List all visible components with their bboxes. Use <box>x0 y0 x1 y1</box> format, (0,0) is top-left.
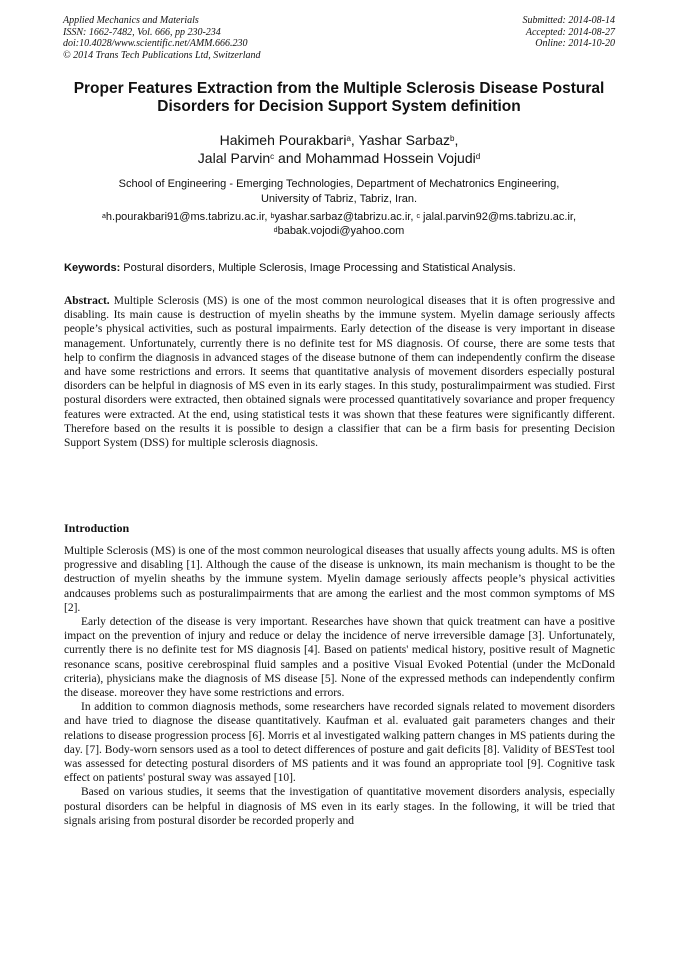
paragraph: Based on various studies, it seems that the investigation of quantitative movement disorders analysis, especially postural disorders can be helpful in diagnosis of MS even in its early stages. In the following, it will be tried that signals arising from postural disorder be recorded properly and <box>64 786 615 827</box>
email-link[interactable]: h.pourakbari91@ms.tabrizu.ac.ir, <box>105 211 271 223</box>
journal-issn: ISSN: 1662-7482, Vol. 666, pp 230-234 <box>63 26 221 38</box>
email-link[interactable]: jalal.parvin92@ms.tabrizu.ac.ir, <box>419 211 577 223</box>
keywords-text: Postural disorders, Multiple Sclerosis, Image Processing and Statistical Analysis. <box>120 262 516 274</box>
email-mark: d <box>273 227 278 234</box>
author-name: Jalal Parvin <box>197 150 271 166</box>
abstract <box>64 294 615 450</box>
section-heading-introduction: Introduction <box>64 521 130 535</box>
title-line-2: Disorders for Decision Support System definition <box>157 98 521 115</box>
author-name: Hakimeh Pourakbari <box>219 132 347 148</box>
abstract-text: Multiple Sclerosis (MS) is one of the most common neurological diseases that it is often progressive and disabling. Its main cause is destruction of myelin sheaths by the immune system. Myelin damage seriously affects people’s physical activities, such as postural impairments. Early detection of the disease is very important in disease management. Unfortunately, currently there is no definite test for MS diagnosis. Of course, there are some tests that help to confirm the diagnosis in advanced stages of the disease butnone of them can independently confirm the disease and have some restrictions and errors. It seems that quantitative analysis of movement disorders especially postural disorders can be helpful in diagnosis of MS even in its early stages. In this study, posturalimpairment was studied. First postural disorders were extracted, then obtained signals were processed quantitatively sovariance and proper frequency features were extracted. At the end, using statistical tests it was shown that these features were significantly different. Therefore based on the results it is possible to design a classifier that can be a firm basis for presenting Decision Support System (DSS) for multiple sclerosis diagnosis. <box>64 295 615 450</box>
journal-info <box>63 15 261 61</box>
author-affil-mark: d <box>475 152 481 161</box>
keywords-label: Keywords: <box>64 262 121 274</box>
affiliation-line-2: University of Tabriz, Tabriz, Iran. <box>260 193 418 205</box>
paragraph: Early detection of the disease is very important. Researches have shown that quick treatment can have a positive impact on the prevention of injury and reduce or delay the incidence of nerve irreversible damage [3]. Unfortunately, currently there is no definite test for MS diagnosis [4]. Based on patients' medical history, positive result of Magnetic resonance scans, positive cerebrospinal fluid samples and a positive Visual Evoked Potential (under the McDonald criteria), physicians make the diagnosis of MS disease [5]. None of the expressed methods can independently confirm the disease. moreover they have some restrictions and errors. <box>64 616 615 700</box>
email-mark: a <box>101 213 106 220</box>
email-link[interactable]: babak.vojodi@yahoo.com <box>277 225 405 237</box>
title-line-1: Proper Features Extraction from the Multiple Sclerosis Disease Postural <box>73 80 605 97</box>
author-name: Yashar Sarbaz <box>358 132 451 148</box>
emails-line-1 <box>40 210 638 224</box>
journal-copyright: © 2014 Trans Tech Publications Ltd, Switzerland <box>63 49 261 61</box>
author-name: Mohammad Hossein Vojudi <box>305 150 476 166</box>
author-separator: , <box>350 132 359 148</box>
abstract-label: Abstract. <box>64 295 110 307</box>
email-mark: b <box>270 213 275 220</box>
author-affil-mark: a <box>346 134 351 143</box>
affiliation <box>40 177 638 207</box>
author-list <box>40 131 638 167</box>
author-emails <box>40 210 638 238</box>
keywords <box>64 261 615 275</box>
email-link[interactable]: yashar.sarbaz@tabrizu.ac.ir, <box>274 211 417 223</box>
author-separator: , <box>454 132 459 148</box>
accepted-date: Accepted: 2014-08-27 <box>525 26 615 38</box>
affiliation-line-1: School of Engineering - Emerging Technologies, Department of Mechatronics Engineering, <box>118 178 560 190</box>
emails-line-2 <box>40 224 638 238</box>
introduction-body <box>64 544 615 828</box>
paper-title <box>40 80 638 116</box>
author-affil-mark: c <box>270 152 275 161</box>
paragraph: In addition to common diagnosis methods, some researchers have recorded signals related to movement disorders and have tried to diagnose the disease quantitatively. Kaufman et al. evaluated gait parameters changes and their relations to disease progression process [6]. Morris et al investigated walking pattern changes in MS patients during the day. [7]. Body-worn sensors used as a tool to detect differences of posture and gait deficits [8]. Validity of BESTest tool was assessed for detecting postural disorders of MS patients and it was found an appropriate tool [9]. Cognitive task effect on patients' postural sway was assayed [10]. <box>64 701 615 785</box>
author-conjunction: and <box>274 150 306 166</box>
paragraph: Multiple Sclerosis (MS) is one of the most common neurological diseases that usually affects young adults. MS is often progressive and disabling [1]. Although the cause of the disease is unknown, its main mechanism is thought to be the destruction of myelin sheaths by the immune system. Myelin damage seriously affects people’s physical activities andcauses problems such as posturalimpairments that are among the earliest and the most common symptoms of MS [2]. <box>64 545 615 614</box>
online-date: Online: 2014-10-20 <box>535 38 615 49</box>
journal-name: Applied Mechanics and Materials <box>63 15 199 26</box>
submission-dates <box>523 15 616 50</box>
authors-line-2 <box>40 149 638 167</box>
author-affil-mark: b <box>450 134 455 143</box>
journal-doi: doi:10.4028/www.scientific.net/AMM.666.230 <box>63 38 248 49</box>
authors-line-1 <box>40 131 638 149</box>
submitted-date: Submitted: 2014-08-14 <box>522 15 615 26</box>
email-mark: c <box>416 213 420 220</box>
